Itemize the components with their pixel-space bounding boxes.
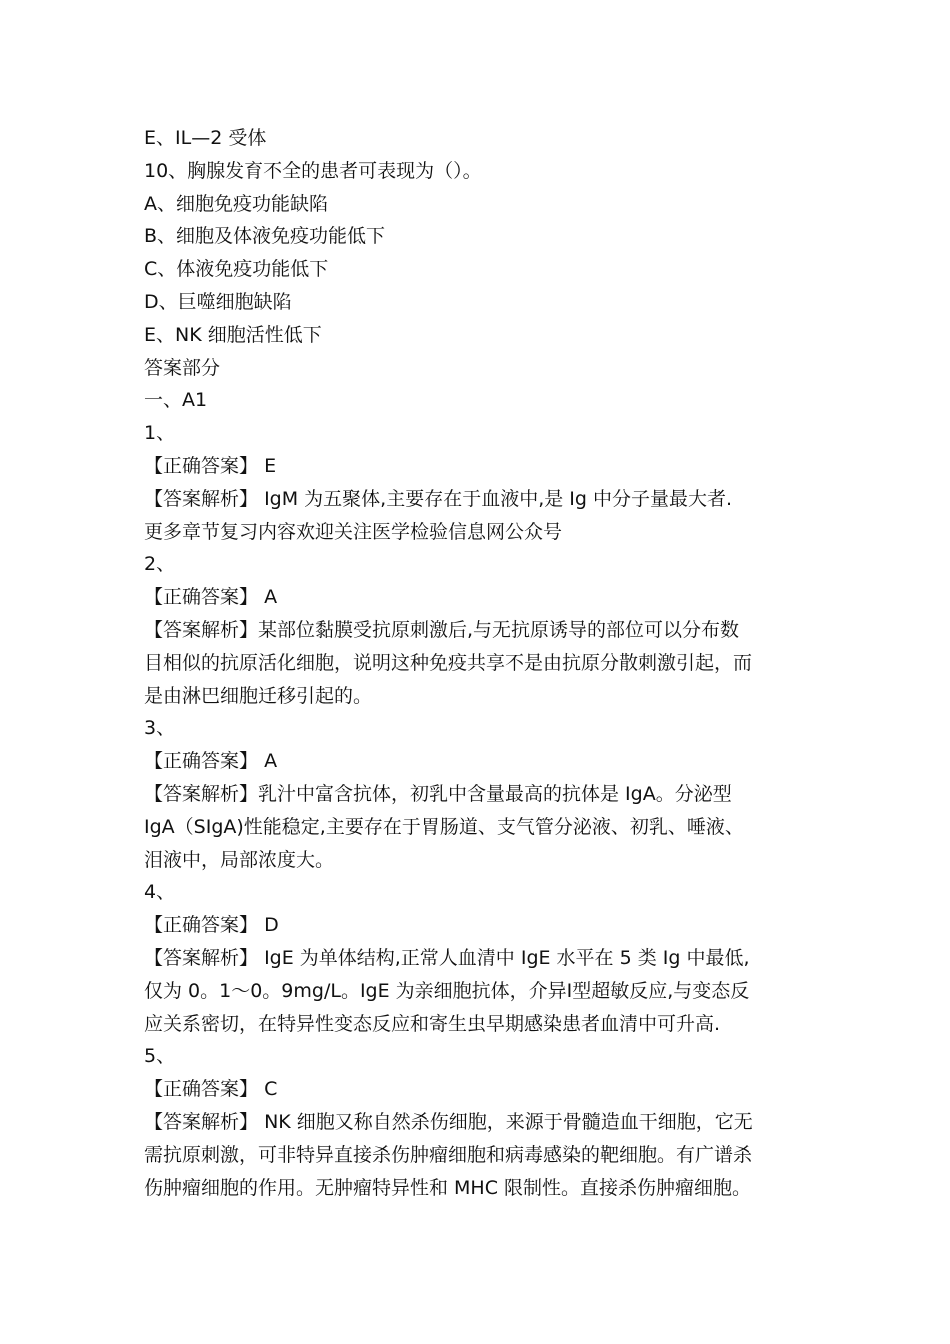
analysis-label: 【答案解析】 [144,782,259,805]
question-10-option-a: A、细胞免疫功能缺陷 [144,192,328,215]
answer-item-number: 3、 [144,717,176,740]
correct-answer-label: 【正确答案】 [144,586,259,609]
correct-answer-value: A [264,750,278,773]
analysis-text: IgM 为五聚体,主要存在于血液中,是 Ig 中分子量最大者. [264,487,733,510]
answers-section-title: 答案部分 [144,356,221,379]
question-10-option-c: C、体液免疫功能低下 [144,258,329,281]
correct-answer-value: A [264,586,278,609]
analysis-label: 【答案解析】 [144,618,259,641]
correct-answer-value: D [264,914,279,937]
option-e-previous-question: E、IL—2 受体 [144,127,267,149]
analysis-text: IgE 为单体结构,正常人血清中 IgE 水平在 5 类 Ig 中最低, [264,946,750,969]
answer-item-number: 1、 [144,422,176,445]
analysis-label: 【答案解析】 [144,487,259,510]
question-10-stem: 10、胸腺发育不全的患者可表现为（）。 [144,159,482,182]
correct-answer-row [144,1073,814,1106]
correct-answer-value: C [264,1078,278,1101]
analysis-text: NK 细胞又称自然杀伤细胞，来源于骨髓造血干细胞，它无 [264,1110,753,1133]
correct-answer-row [144,581,814,614]
analysis-text-continued: 应关系密切，在特异性变态反应和寄生虫早期感染患者血清中可升高. [144,1012,721,1035]
analysis-text-continued: 是由淋巴细胞迁移引起的。 [144,684,373,707]
correct-answer-label: 【正确答案】 [144,914,259,937]
correct-answer-value: E [264,454,277,477]
analysis-label: 【答案解析】 [144,1110,259,1133]
analysis-row [144,483,814,516]
analysis-label: 【答案解析】 [144,946,259,969]
correct-answer-label: 【正确答案】 [144,1078,259,1101]
analysis-text-continued: 伤肿瘤细胞的作用。无肿瘤特异性和 MHC 限制性。直接杀伤肿瘤细胞。 [144,1176,752,1199]
promo-note: 更多章节复习内容欢迎关注医学检验信息网公众号 [144,520,563,543]
analysis-row [144,1106,814,1139]
analysis-text-continued: 需抗原刺激，可非特异直接杀伤肿瘤细胞和病毒感染的靶细胞。有广谱杀 [144,1143,753,1166]
question-10-option-b: B、细胞及体液免疫功能低下 [144,225,386,248]
correct-answer-label: 【正确答案】 [144,750,259,773]
analysis-row [144,778,814,811]
analysis-text-continued: 仅为 0。1～0。9mg/L。IgE 为亲细胞抗体，介异Ⅰ型超敏反应,与变态反 [144,979,750,1002]
correct-answer-label: 【正确答案】 [144,454,259,477]
question-10-option-d: D、巨噬细胞缺陷 [144,290,292,313]
answer-item-number: 2、 [144,553,176,576]
analysis-text-continued: IgA（SIgA)性能稳定,主要存在于胃肠道、支气管分泌液、初乳、唾液、 [144,815,744,838]
analysis-row [144,942,814,975]
answer-item-number: 5、 [144,1045,176,1068]
answers-subsection-title: 一、A1 [144,389,208,412]
correct-answer-row [144,909,814,942]
analysis-text: 某部位黏膜受抗原刺激后,与无抗原诱导的部位可以分布数 [258,618,740,641]
correct-answer-row [144,745,814,778]
analysis-text: 乳汁中富含抗体，初乳中含量最高的抗体是 IgA。分泌型 [258,782,732,805]
analysis-text-continued: 泪液中，局部浓度大。 [144,848,335,871]
correct-answer-row [144,450,814,483]
answer-item-number: 4、 [144,881,176,904]
question-10-option-e: E、NK 细胞活性低下 [144,323,322,346]
analysis-text-continued: 目相似的抗原活化细胞，说明这种免疫共享不是由抗原分散刺激引起，而 [144,651,753,674]
analysis-row [144,614,814,647]
document-body [144,122,814,1204]
